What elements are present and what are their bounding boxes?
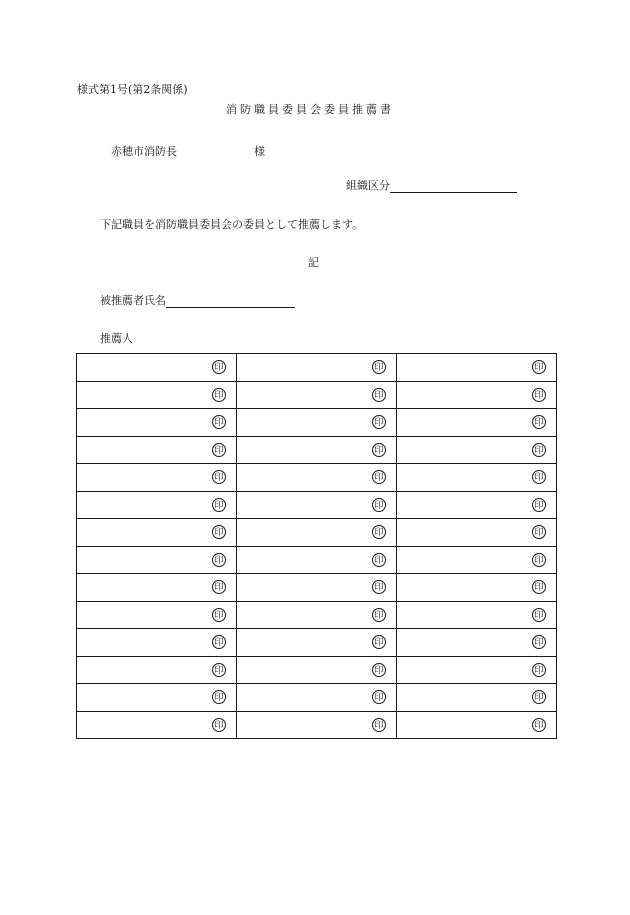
seal-mark-icon: 印 (532, 718, 546, 732)
organization-field[interactable] (390, 179, 517, 193)
nominee-row (100, 294, 295, 308)
table-row (77, 656, 557, 684)
signature-cell[interactable] (77, 574, 237, 602)
signature-cell[interactable] (397, 574, 557, 602)
signature-cell[interactable] (237, 436, 397, 464)
seal-mark-icon: 印 (372, 415, 386, 429)
seal-mark-icon: 印 (532, 388, 546, 402)
signature-cell[interactable] (77, 519, 237, 547)
signature-cell[interactable] (77, 711, 237, 739)
seal-mark-icon: 印 (372, 635, 386, 649)
nominee-name-field[interactable] (166, 294, 295, 308)
seal-mark-icon: 印 (212, 443, 226, 457)
signature-cell[interactable] (77, 684, 237, 712)
seal-mark-icon: 印 (372, 718, 386, 732)
signature-cell[interactable] (77, 601, 237, 629)
organization-row (346, 179, 517, 193)
seal-mark-icon: 印 (212, 360, 226, 374)
organization-label: 組織区分 (346, 179, 390, 192)
seal-mark-icon: 印 (372, 663, 386, 677)
signature-cell[interactable] (397, 656, 557, 684)
ki-heading: 記 (308, 256, 319, 269)
seal-mark-icon: 印 (532, 690, 546, 704)
seal-mark-icon: 印 (212, 470, 226, 484)
seal-mark-icon: 印 (212, 663, 226, 677)
seal-mark-icon: 印 (532, 525, 546, 539)
seal-mark-icon: 印 (532, 415, 546, 429)
table-row (77, 629, 557, 657)
seal-mark-icon: 印 (212, 635, 226, 649)
signature-cell[interactable] (237, 574, 397, 602)
table-row (77, 711, 557, 739)
seal-mark-icon: 印 (372, 608, 386, 622)
signature-cell[interactable] (237, 491, 397, 519)
seal-mark-icon: 印 (532, 608, 546, 622)
seal-mark-icon: 印 (212, 525, 226, 539)
signature-cell[interactable] (237, 711, 397, 739)
signature-cell[interactable] (237, 381, 397, 409)
signature-cell[interactable] (237, 519, 397, 547)
seal-mark-icon: 印 (372, 360, 386, 374)
seal-mark-icon: 印 (212, 580, 226, 594)
table-row (77, 546, 557, 574)
table-row (77, 354, 557, 382)
seal-mark-icon: 印 (372, 388, 386, 402)
addressee-row (111, 145, 265, 159)
signature-cell[interactable] (77, 629, 237, 657)
seal-mark-icon: 印 (532, 635, 546, 649)
signature-cell[interactable] (397, 409, 557, 437)
seal-mark-icon: 印 (532, 443, 546, 457)
signature-cell[interactable] (397, 546, 557, 574)
seal-mark-icon: 印 (532, 498, 546, 512)
table-row (77, 574, 557, 602)
signature-cell[interactable] (237, 629, 397, 657)
seal-mark-icon: 印 (212, 718, 226, 732)
signature-cell[interactable] (397, 491, 557, 519)
signature-cell[interactable] (397, 684, 557, 712)
recommender-signature-table (76, 353, 557, 739)
seal-mark-icon: 印 (212, 553, 226, 567)
signature-cell[interactable] (77, 381, 237, 409)
signature-cell[interactable] (397, 354, 557, 382)
document-title: 消防職員委員会委員推薦書 (226, 103, 394, 116)
signature-cell[interactable] (397, 601, 557, 629)
signature-cell[interactable] (397, 519, 557, 547)
seal-mark-icon: 印 (372, 470, 386, 484)
seal-mark-icon: 印 (532, 360, 546, 374)
table-row (77, 601, 557, 629)
signature-cell[interactable] (77, 409, 237, 437)
recommender-label: 推薦人 (100, 332, 133, 345)
table-row (77, 381, 557, 409)
table-row (77, 684, 557, 712)
addressee-honorific: 様 (254, 145, 265, 158)
recommendation-statement: 下記職員を消防職員委員会の委員として推薦します。 (100, 218, 364, 231)
seal-mark-icon: 印 (372, 690, 386, 704)
signature-cell[interactable] (237, 656, 397, 684)
signature-cell[interactable] (397, 629, 557, 657)
seal-mark-icon: 印 (372, 525, 386, 539)
seal-mark-icon: 印 (212, 690, 226, 704)
seal-mark-icon: 印 (532, 663, 546, 677)
seal-mark-icon: 印 (372, 443, 386, 457)
seal-mark-icon: 印 (372, 553, 386, 567)
seal-mark-icon: 印 (372, 580, 386, 594)
signature-cell[interactable] (77, 656, 237, 684)
nominee-label: 被推薦者氏名 (100, 294, 166, 307)
signature-cell[interactable] (397, 711, 557, 739)
signature-cell[interactable] (397, 381, 557, 409)
seal-mark-icon: 印 (532, 580, 546, 594)
seal-mark-icon: 印 (212, 388, 226, 402)
seal-mark-icon: 印 (212, 608, 226, 622)
signature-cell[interactable] (77, 546, 237, 574)
seal-mark-icon: 印 (212, 415, 226, 429)
signature-cell[interactable] (237, 684, 397, 712)
seal-mark-icon: 印 (532, 553, 546, 567)
signature-cell[interactable] (397, 464, 557, 492)
signature-cell[interactable] (237, 464, 397, 492)
signature-cell[interactable] (397, 436, 557, 464)
signature-cell[interactable] (77, 464, 237, 492)
signature-cell[interactable] (237, 354, 397, 382)
signature-cell[interactable] (77, 436, 237, 464)
table-row (77, 436, 557, 464)
seal-mark-icon: 印 (212, 498, 226, 512)
signature-cell[interactable] (237, 409, 397, 437)
seal-mark-icon: 印 (532, 470, 546, 484)
form-number: 様式第1号(第2条関係) (77, 83, 188, 96)
table-row (77, 519, 557, 547)
table-row (77, 491, 557, 519)
signature-cell[interactable] (77, 354, 237, 382)
signature-cell[interactable] (77, 491, 237, 519)
seal-mark-icon: 印 (372, 498, 386, 512)
table-row (77, 464, 557, 492)
table-row (77, 409, 557, 437)
signature-cell[interactable] (237, 601, 397, 629)
signature-cell[interactable] (237, 546, 397, 574)
addressee-name: 赤穂市消防長 (111, 145, 177, 158)
